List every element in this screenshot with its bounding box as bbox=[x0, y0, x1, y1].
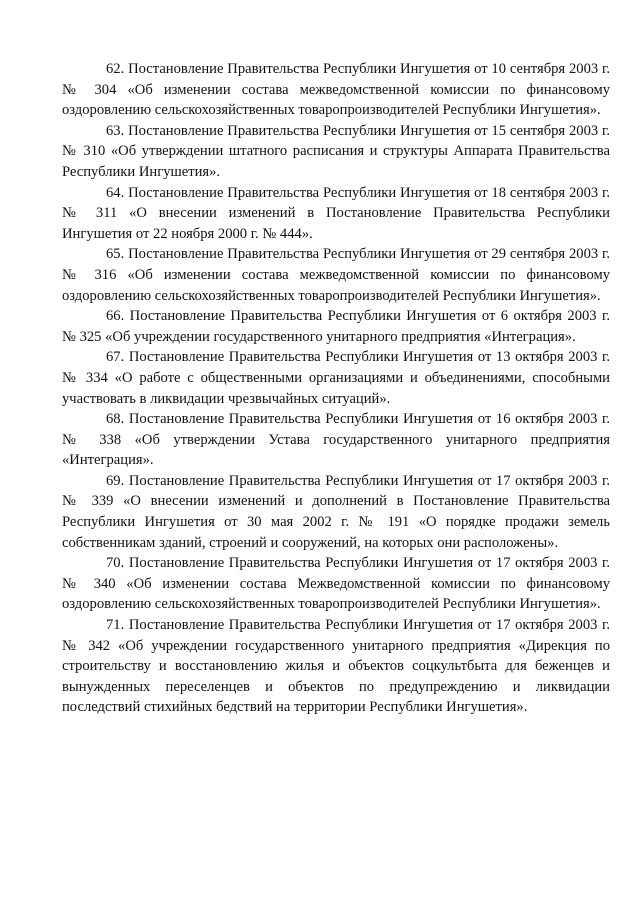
item-text: Постановление Правительства Республики Ингушетия от 16 октября 2003 г. № 338 «Об утверждении Устава государственного унитарного предприятия «Интеграция». bbox=[62, 411, 610, 469]
list-item bbox=[62, 306, 610, 347]
item-text: Постановление Правительства Республики Ингушетия от 6 октября 2003 г. № 325 «Об учреждении государственного унитарного предприятия «Интеграция». bbox=[62, 308, 610, 345]
list-item bbox=[62, 553, 610, 615]
item-number: 64. bbox=[106, 184, 125, 201]
item-text: Постановление Правительства Республики Ингушетия от 13 октября 2003 г. № 334 «О работе с общественными организациями и объединениями, способными участвовать в ликвидации чрезвычайных ситуаций». bbox=[62, 349, 610, 407]
item-text: Постановление Правительства Республики Ингушетия от 15 сентября 2003 г. № 310 «Об утверждении штатного расписания и структуры Аппарата Правительства Республики Ингушетия». bbox=[62, 122, 610, 180]
list-item bbox=[62, 347, 610, 409]
list-item bbox=[62, 183, 610, 245]
item-text: Постановление Правительства Республики Ингушетия от 29 сентября 2003 г. № 316 «Об изменении состава межведомственной комиссии по финансовому оздоровлению сельскохозяйственных товаропроизводителей Республики Ингушетия». bbox=[62, 246, 610, 304]
item-number: 69. bbox=[106, 472, 125, 489]
item-text: Постановление Правительства Республики Ингушетия от 18 сентября 2003 г. № 311 «О внесении изменений в Постановление Правительства Республики Ингушетия от 22 ноября 2000 г. № 444». bbox=[62, 184, 610, 242]
item-number: 62. bbox=[106, 61, 125, 77]
item-number: 67. bbox=[106, 349, 125, 366]
item-number: 63. bbox=[106, 122, 125, 139]
list-item bbox=[62, 59, 610, 121]
document-page bbox=[62, 59, 610, 718]
list-item bbox=[62, 121, 610, 183]
list-item bbox=[62, 471, 610, 553]
item-number: 66. bbox=[106, 308, 125, 325]
item-number: 71. bbox=[106, 617, 125, 634]
item-number: 70. bbox=[106, 555, 125, 572]
item-text: Постановление Правительства Республики Ингушетия от 17 октября 2003 г. № 342 «Об учреждении государственного унитарного предприятия «Дирекция по строительству и восстановлению жилья и объектов соцкультбыта для беженцев и вынужденных переселенцев и объектов по предупреждению и ликвидации последствий стихийных бедствий на территории Республики Ингушетия». bbox=[62, 617, 610, 716]
list-item bbox=[62, 409, 610, 471]
list-item bbox=[62, 615, 610, 718]
item-text: Постановление Правительства Республики Ингушетия от 10 сентября 2003 г. № 304 «Об изменении состава межведомственной комиссии по финансовому оздоровлению сельскохозяйственных товаропроизводителей Республики Ингушетия». bbox=[62, 61, 610, 119]
item-text: Постановление Правительства Республики Ингушетия от 17 октября 2003 г. № 339 «О внесении изменений и дополнений в Постановление Правительства Республики Ингушетия от 30 мая 2002 г. № 191 «О порядке продажи земель собственникам зданий, строений и сооружений, на которых они расположены». bbox=[62, 472, 610, 551]
item-number: 68. bbox=[106, 411, 125, 428]
item-number: 65. bbox=[106, 246, 125, 263]
item-text: Постановление Правительства Республики Ингушетия от 17 октября 2003 г. № 340 «Об изменении состава Межведомственной комиссии по финансовому оздоровлению сельскохозяйственных товаропроизводителей Республики Ингушетия». bbox=[62, 555, 610, 613]
list-item bbox=[62, 244, 610, 306]
